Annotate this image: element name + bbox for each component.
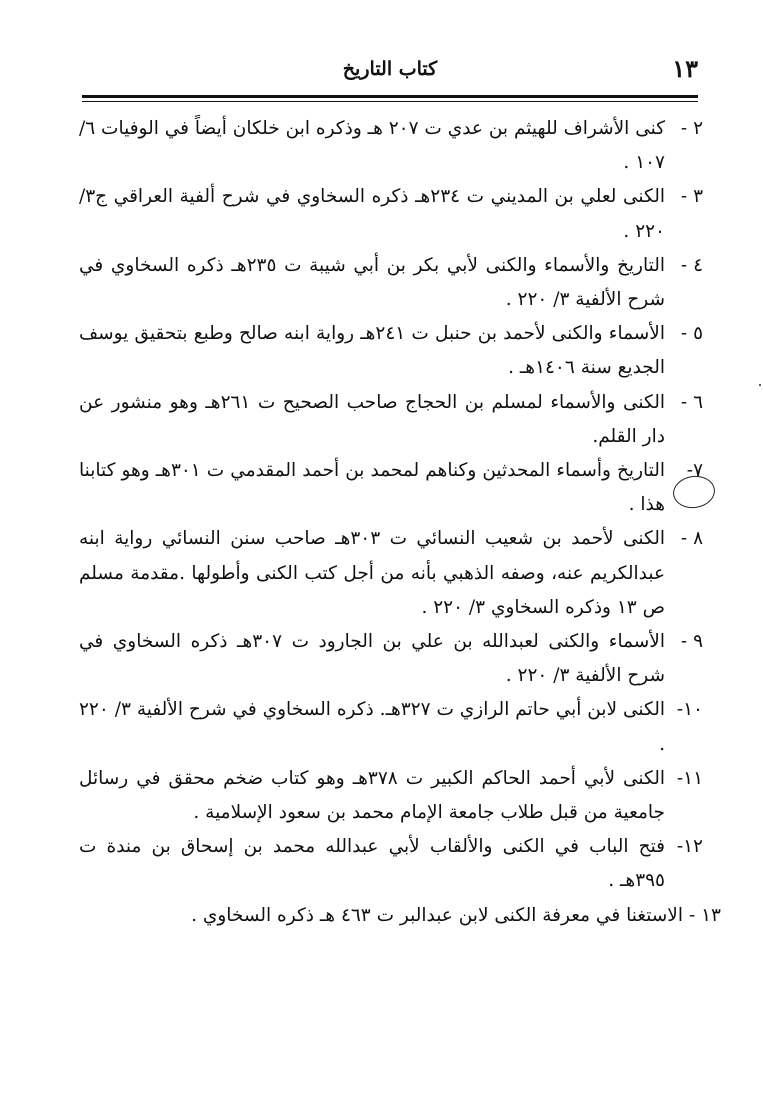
entry-text: التاريخ والأسماء والكنى لأبي بكر بن أبي شيبة ت ٢٣٥هـ ذكره السخاوي في شرح الألفية ٣/ ٢٢٠ .: [79, 254, 665, 311]
list-item: [79, 180, 703, 248]
page-number: ١٣: [672, 54, 698, 83]
entry-text: الكنى لأبي أحمد الحاكم الكبير ت ٣٧٨هـ وهو كتاب ضخم محقق في رسائل جامعية من قبل طلاب جامعة الإمام محمد بن سعود الإسلامية .: [79, 767, 666, 824]
list-item: [79, 830, 703, 898]
entry-number: ٨ -: [680, 528, 703, 550]
entry-text: الكنى لأحمد بن شعيب النسائي ت ٣٠٣هـ صاحب سنن النسائي رواية ابنه عبدالكريم عنه، وصفه الذهبي بأنه من أجل كتب الكنى وأطولها .مقدمة مسلم ص ١٣ وذكره السخاوي ٣/ ٢٢٠ .: [79, 528, 665, 618]
entry-text: الكنى لابن أبي حاتم الرازي ت ٣٢٧هـ. ذكره السخاوي في شرح الألفية ٣/ ٢٢٠ .: [79, 699, 665, 755]
list-item: [79, 249, 703, 317]
margin-dot: [759, 384, 761, 386]
list-item: [79, 112, 703, 180]
list-item: [79, 625, 703, 693]
entry-text: الأسماء والكنى لعبدالله بن علي بن الجارود ت ٣٠٧هـ ذكره السخاوي في شرح الألفية ٣/ ٢٢٠ .: [79, 631, 665, 687]
entry-text: التاريخ وأسماء المحدثين وكناهم لمحمد بن أحمد المقدمي ت ٣٠١هـ وهو كتابنا هذا .: [79, 460, 665, 516]
entry-number: ٩ -: [680, 631, 703, 653]
entry-number: ١١-: [676, 767, 704, 789]
list-item: [79, 317, 703, 385]
entry-number: ٣ -: [680, 186, 703, 208]
entry-text: الأسماء والكنى لأحمد بن حنبل ت ٢٤١هـ رواية ابنه صالح وطبع بتحقيق يوسف الجديع سنة ١٤٠٦هـ .: [79, 323, 665, 379]
list-item: [79, 454, 703, 522]
entry-number: ١٠-: [676, 699, 703, 721]
entry-number: ١٢-: [676, 836, 703, 858]
entry-number: ٢ -: [680, 118, 703, 139]
entry-list: [79, 112, 721, 933]
header-rule-thin: [82, 101, 698, 102]
entry-text: الكنى لعلي بن المديني ت ٢٣٤هـ ذكره السخاوي في شرح ألفية العراقي ج٣/ ٢٢٠ .: [79, 186, 665, 242]
entry-text: كنى الأشراف للهيثم بن عدي ت ٢٠٧ هـ وذكره ابن خلكان أيضاً في الوفيات ٦/ ١٠٧ .: [79, 118, 665, 174]
list-item: [79, 386, 703, 454]
entry-number: ٥ -: [680, 323, 703, 345]
list-item: [79, 693, 703, 761]
running-title: كتاب التاريخ: [342, 58, 438, 80]
entry-text: فتح الباب في الكنى والألقاب لأبي عبدالله محمد بن إسحاق بن مندة ت ٣٩٥هـ .: [79, 836, 665, 892]
list-item: [79, 899, 721, 933]
entry-number: ٧-: [686, 460, 703, 482]
list-item: [79, 522, 703, 625]
entry-text: الكنى والأسماء لمسلم بن الحجاج صاحب الصحيح ت ٢٦١هـ وهو منشور عن دار القلم.: [79, 391, 665, 447]
entry-number: ٦ -: [680, 391, 703, 413]
entry-number: ٤ -: [680, 254, 703, 276]
page-header: [82, 52, 698, 92]
header-rule-thick: [82, 95, 698, 98]
list-item: [79, 762, 703, 830]
entry-text: الاستغنا في معرفة الكنى لابن عبدالبر ت ٤٦٣ هـ ذكره السخاوي .: [191, 904, 683, 926]
entry-number: ١٣ -: [688, 904, 721, 926]
